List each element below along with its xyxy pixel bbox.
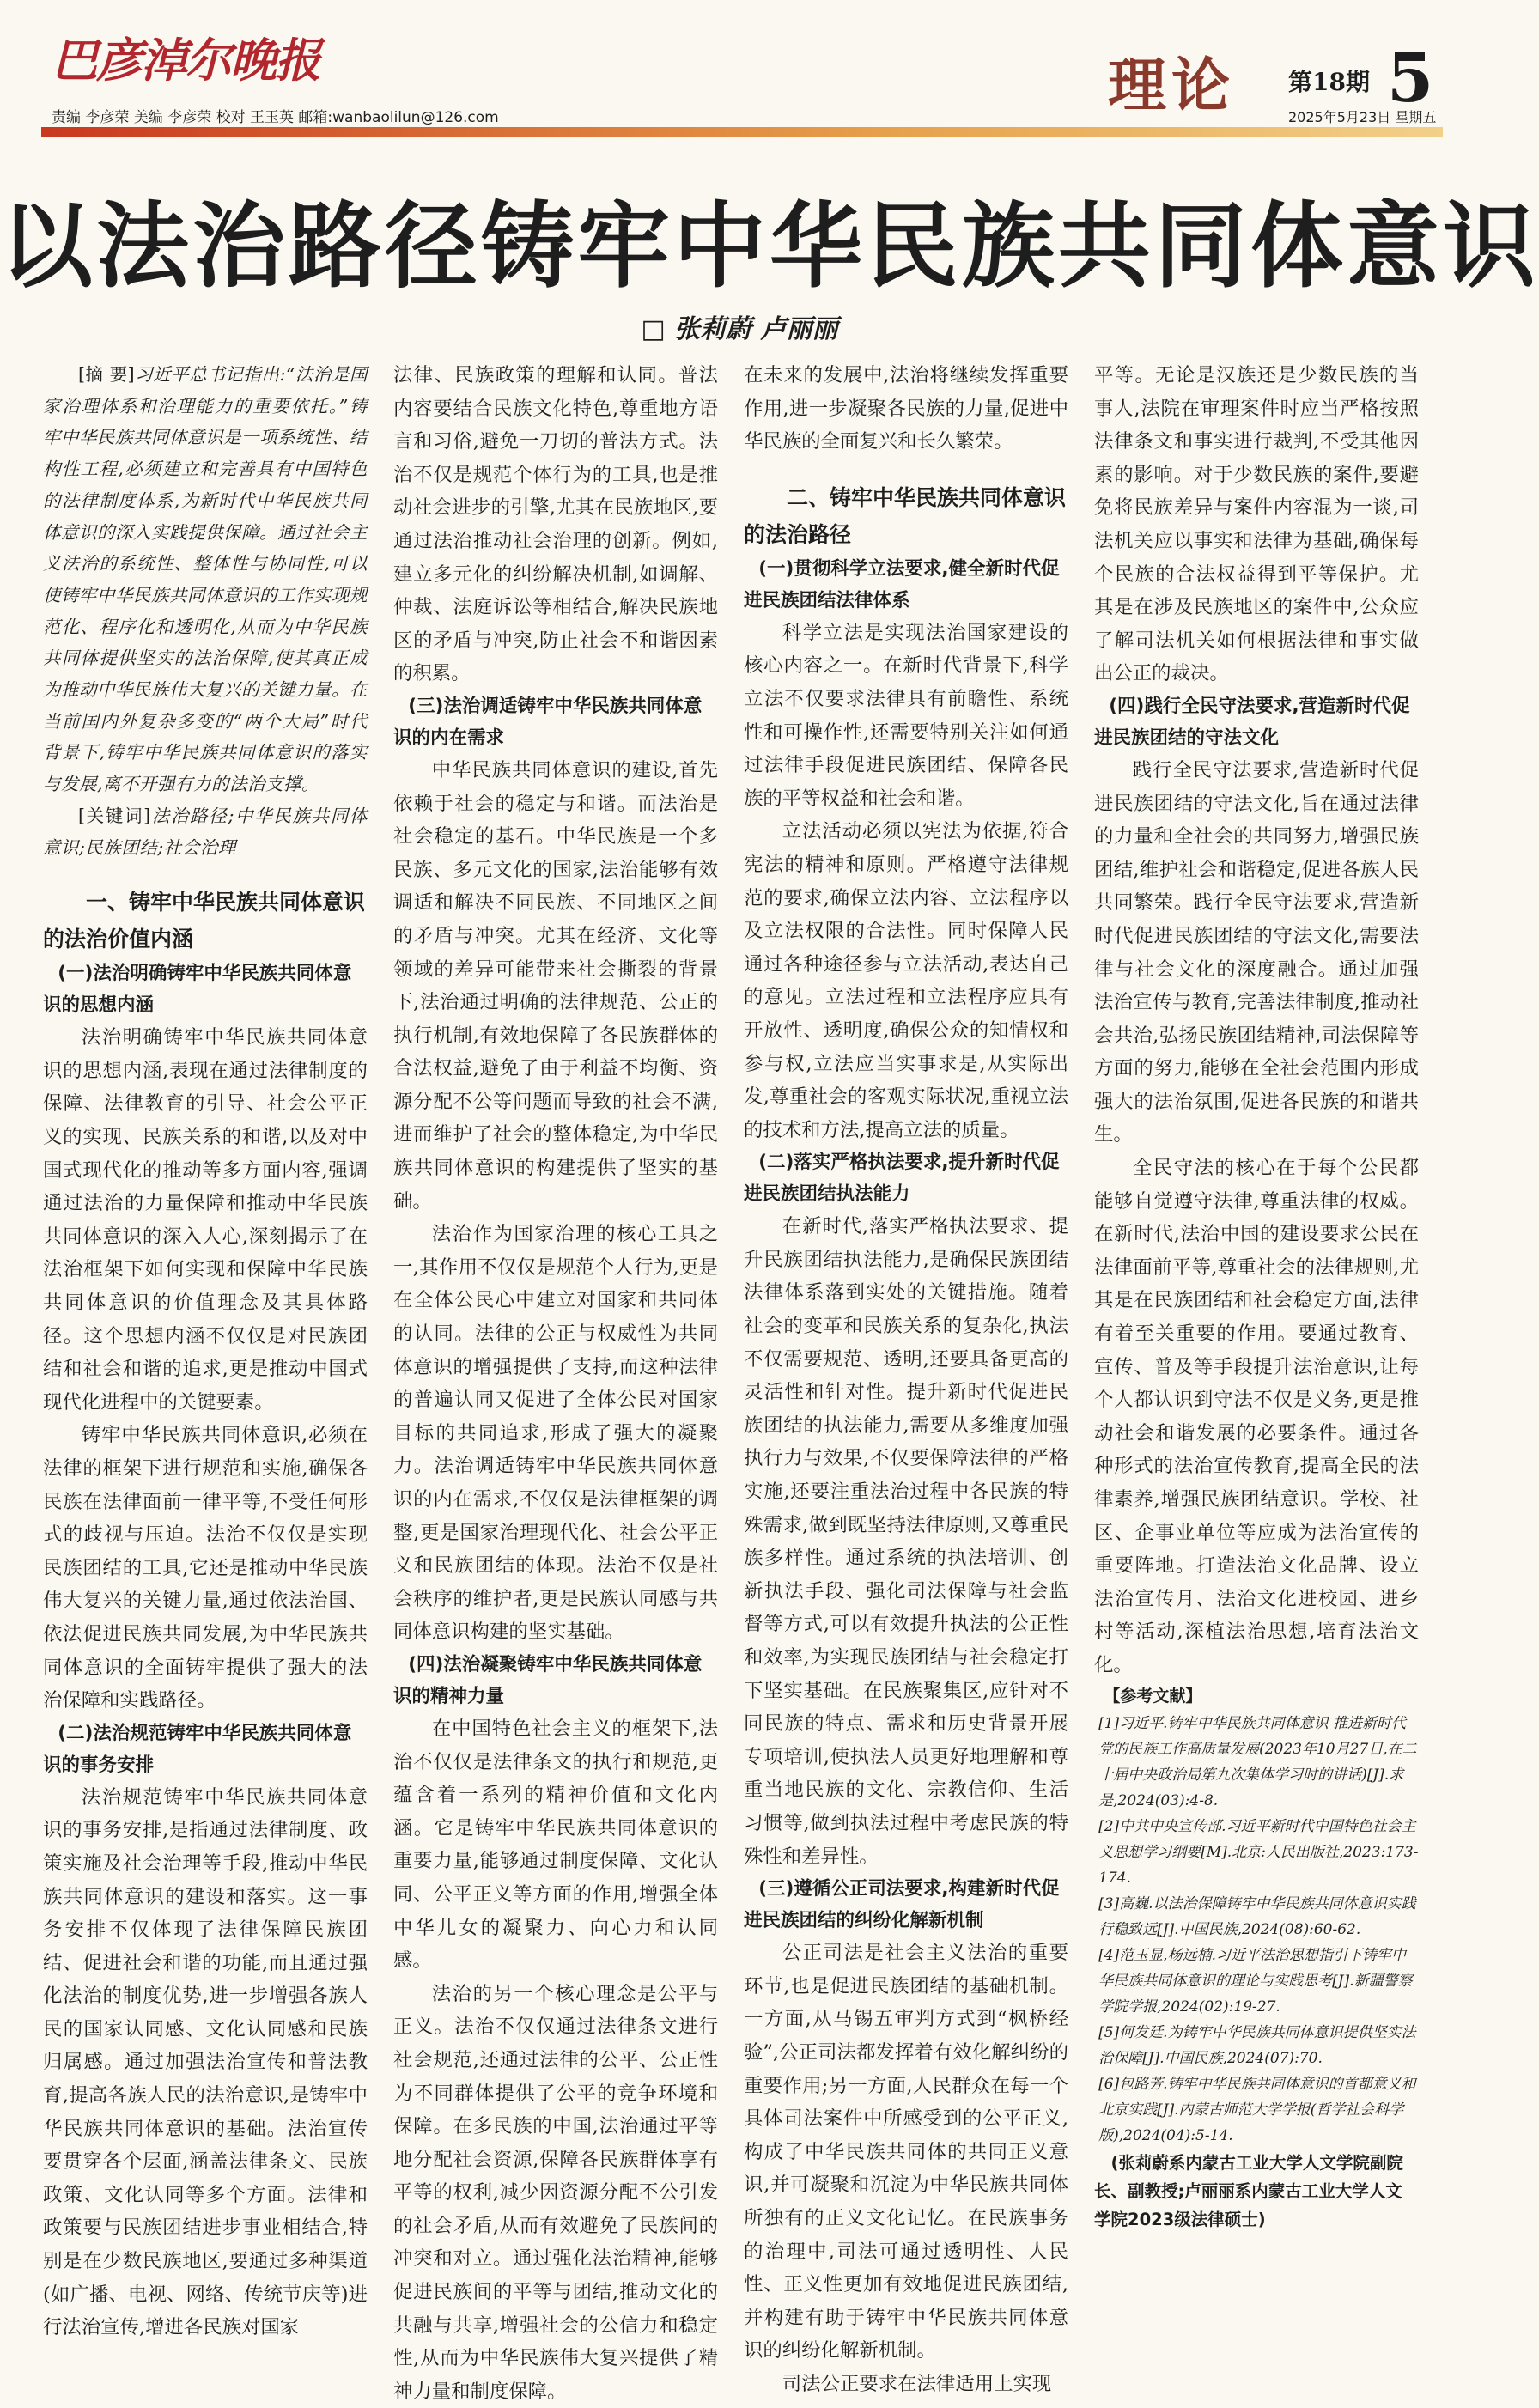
- paragraph: 铸牢中华民族共同体意识,必须在法律的框架下进行规范和实施,确保各民族在法律面前一律平等,不受任何形式的歧视与压迫。法治不仅仅是实现民族团结的工具,它还是推动中华民族伟大复兴的关键力量,通过依法治国、依法促进民族共同发展,为中华民族共同体意识的全面铸牢提供了强大的法治保障和实践路径。: [43, 1424, 368, 1712]
- paragraph: 法治明确铸牢中华民族共同体意识的思想内涵,表现在通过法律制度的保障、法律教育的引导、社会公平正义的实现、民族关系的和谐,以及对中国式现代化的推动等多方面内容,强调通过法治的力量保障和推动中华民族共同体意识的深入人心,深刻揭示了在法治框架下如何实现和保障中华民族共同体意识的价值理念及其具体路径。这个思想内涵不仅仅是对民族团结和社会和谐的追求,更是推动中国式现代化进程中的关键要素。: [43, 1026, 368, 1414]
- abstract-text: 习近平总书记指出:“法治是国家治理体系和治理能力的重要依托。”铸牢中华民族共同体意识是一项系统性、结构性工程,必须建立和完善具有中国特色的法律制度体系,为新时代中华民族共同体意识的深入实践提供保障。通过社会主义法治的系统性、整体性与协同性,可以使铸牢中华民族共同体意识的工作实现规范化、程序化和透明化,从而为中华民族共同体提供坚实的法治保障,使其真正成为推动中华民族伟大复兴的关键力量。在当前国内外复杂多变的“两个大局”时代背景下,铸牢中华民族共同体意识的落实与发展,离不开强有力的法治支撑。: [43, 364, 368, 795]
- abstract-label: [摘 要]: [78, 364, 136, 385]
- paragraph: 司法公正要求在法律适用上实现: [782, 2372, 1052, 2395]
- publication-date: 2025年5月23日 星期五: [1288, 109, 1437, 125]
- paragraph: 在未来的发展中,法治将继续发挥重要作用,进一步凝聚各民族的力量,促进中华民族的全面复兴和长久繁荣。: [744, 364, 1068, 453]
- page-number: 5: [1387, 40, 1434, 118]
- subsection-heading-2-1: (一)贯彻科学立法要求,健全新时代促进民族团结法律体系: [744, 557, 1060, 611]
- paragraph: 在中国特色社会主义的框架下,法治不仅仅是法律条文的执行和规范,更蕴含着一系列的精神价值和文化内涵。它是铸牢中华民族共同体意识的重要力量,能够通过制度保障、文化认同、公平正义等方面的作用,增强全体中华儿女的凝聚力、向心力和认同感。: [393, 1717, 718, 1973]
- article-column-4: [1094, 359, 1419, 2229]
- subsection-heading-2-4: (四)践行全民守法要求,营造新时代促进民族团结的守法文化: [1094, 695, 1410, 749]
- article-column-2: [393, 359, 718, 2403]
- subsection-heading-2-3: (三)遵循公正司法要求,构建新时代促进民族团结的纠纷化解新机制: [744, 1878, 1060, 1932]
- header-divider-bar: [41, 127, 1443, 137]
- keywords: [43, 800, 368, 863]
- newspaper-logo: 巴彦淖尔晚报: [52, 33, 319, 88]
- keywords-text: 法治路径;中华民族共同体意识;民族团结;社会治理: [43, 805, 368, 858]
- article-column-3: [744, 359, 1068, 2395]
- keywords-label: [关键词]: [78, 805, 151, 826]
- reference-item: [4]范玉显,杨远楠.习近平法治思想指引下铸牢中华民族共同体意识的理论与实践思考[J].新疆警察学院学报,2024(02):19-27.: [1098, 1946, 1413, 2016]
- subsection-heading-1-2: (二)法治规范铸牢中华民族共同体意识的事务安排: [43, 1722, 352, 1776]
- editor-line: 责编 李彦荣 美编 李彦荣 校对 王玉英 邮箱:wanbaolilun@126.com: [52, 109, 499, 126]
- section-heading-2: 二、铸牢中华民族共同体意识的法治路径: [744, 484, 1067, 547]
- issue-number: 第18期: [1288, 68, 1370, 96]
- subsection-heading-1-4: (四)法治凝聚铸牢中华民族共同体意识的精神力量: [393, 1653, 703, 1707]
- section-name: 理论: [1108, 52, 1236, 120]
- paragraph: 立法活动必须以宪法为依据,符合宪法的精神和原则。严格遵守法律规范的要求,确保立法内容、立法程序以及立法权限的合法性。同时保障人民通过各种途径参与立法活动,表达自己的意见。立法过程和立法程序应具有开放性、透明度,确保公众的知情权和参与权,立法应当实事求是,从实际出发,尊重社会的客观实际状况,重视立法的技术和方法,提高立法的质量。: [744, 820, 1068, 1141]
- article-title: 以法治路径铸牢中华民族共同体意识: [0, 193, 1539, 301]
- section-heading-1: 一、铸牢中华民族共同体意识的法治价值内涵: [43, 890, 366, 952]
- references-heading: 【参考文献】: [1104, 1686, 1202, 1706]
- article-byline: □ 张莉蔚 卢丽丽: [641, 314, 838, 344]
- paragraph: 平等。无论是汉族还是少数民族的当事人,法院在审理案件时应当严格按照法律条文和事实进行裁判,不受其他因素的影响。对于少数民族的案件,要避免将民族差异与案件内容混为一谈,司法机关应以事实和法律为基础,确保每个民族的合法权益得到平等保护。尤其是在涉及民族地区的案件中,公众应了解司法机关如何根据法律和事实做出公正的裁决。: [1094, 364, 1419, 685]
- abstract: [43, 359, 368, 800]
- article-column-1: [43, 359, 368, 2339]
- reference-item: [5]何发廷.为铸牢中华民族共同体意识提供坚实法治保障[J].中国民族,2024(07):70.: [1098, 2023, 1416, 2067]
- reference-item: [3]高巍.以法治保障铸牢中华民族共同体意识实践行稳致远[J].中国民族,2024(08):60-62.: [1098, 1894, 1416, 1938]
- paragraph: 公正司法是社会主义法治的重要环节,也是促进民族团结的基础机制。一方面,从马锡五审判方式到“枫桥经验”,公正司法都发挥着有效化解纠纷的重要作用;另一方面,人民群众在每一个具体司法案件中所感受到的公平正义,构成了中华民族共同体的共同正义意识,并可凝聚和沉淀为中华民族共同体所独有的正义文化记忆。在民族事务的治理中,司法可通过透明性、人民性、正义性更加有效地促进民族团结,并构建有助于铸牢中华民族共同体意识的纠纷化解新机制。: [744, 1942, 1068, 2362]
- author-note: (张莉蔚系内蒙古工业大学人文学院副院长、副教授;卢丽丽系内蒙古工业大学人文学院2023级法律硕士): [1094, 2152, 1403, 2229]
- reference-item: [6]包路芳.铸牢中华民族共同体意识的首都意义和北京实践[J].内蒙古师范大学学报(哲学社会科学版),2024(04):5-14.: [1098, 2075, 1416, 2144]
- paragraph: 法治规范铸牢中华民族共同体意识的事务安排,是指通过法律制度、政策实施及社会治理等手段,推动中华民族共同体意识的建设和落实。这一事务安排不仅体现了法律保障民族团结、促进社会和谐的功能,而且通过强化法治的制度优势,进一步增强各族人民的国家认同感、文化认同感和民族归属感。通过加强法治宣传和普法教育,提高各族人民的法治意识,是铸牢中华民族共同体意识的基础。法治宣传要贯穿各个层面,涵盖法律条文、民族政策、文化认同等多个方面。法律和政策要与民族团结进步事业相结合,特别是在少数民族地区,要通过多种渠道(如广播、电视、网络、传统节庆等)进行法治宣传,增进各民族对国家: [43, 1785, 368, 2339]
- subsection-heading-1-1: (一)法治明确铸牢中华民族共同体意识的思想内涵: [43, 963, 352, 1017]
- paragraph: 中华民族共同体意识的建设,首先依赖于社会的稳定与和谐。而法治是社会稳定的基石。中华民族是一个多民族、多元文化的国家,法治能够有效调适和解决不同民族、不同地区之间的矛盾与冲突。尤其在经济、文化等领域的差异可能带来社会撕裂的背景下,法治通过明确的法律规范、公正的执行机制,有效地保障了各民族群体的合法权益,避免了由于利益不均衡、资源分配不公等问题而导致的社会不满,进而维护了社会的整体稳定,为中华民族共同体意识的构建提供了坚实的基础。: [393, 758, 718, 1213]
- paragraph: 法律、民族政策的理解和认同。普法内容要结合民族文化特色,尊重地方语言和习俗,避免一刀切的普法方式。法治不仅是规范个体行为的工具,也是推动社会进步的引擎,尤其在民族地区,要通过法治推动社会治理的创新。例如,建立多元化的纠纷解决机制,如调解、仲裁、法庭诉讼等相结合,解决民族地区的矛盾与冲突,防止社会不和谐因素的积累。: [393, 364, 718, 685]
- paragraph: 全民守法的核心在于每个公民都能够自觉遵守法律,尊重法律的权威。在新时代,法治中国的建设要求公民在法律面前平等,尊重社会的法律规则,尤其是在民族团结和社会稳定方面,法律有着至关重要的作用。要通过教育、宣传、普及等手段提升法治意识,让每个人都认识到守法不仅是义务,更是推动社会和谐发展的必要条件。通过各种形式的法治宣传教育,提高全民的法律素养,增强民族团结意识。学校、社区、企事业单位等应成为法治宣传的重要阵地。打造法治文化品牌、设立法治宣传月、法治文化进校园、进乡村等活动,深植法治思想,培育法治文化。: [1094, 1157, 1419, 1676]
- paragraph: 法治的另一个核心理念是公平与正义。法治不仅仅通过法律条文进行社会规范,还通过法律的公平、公正性为不同群体提供了公平的竞争环境和保障。在多民族的中国,法治通过平等地分配社会资源,保障各民族群体享有平等的权利,减少因资源分配不公引发的社会矛盾,从而有效避免了民族间的冲突和对立。通过强化法治精神,能够促进民族间的平等与团结,推动文化的共融与共享,增强社会的公信力和稳定性,从而为中华民族伟大复兴提供了精神力量和制度保障。: [393, 1982, 718, 2403]
- subsection-heading-2-2: (二)落实严格执法要求,提升新时代促进民族团结执法能力: [744, 1152, 1060, 1206]
- paragraph: 科学立法是实现法治国家建设的核心内容之一。在新时代背景下,科学立法不仅要求法律具有前瞻性、系统性和可操作性,还需要特别关注如何通过法律手段促进民族团结、保障各民族的平等权益和社会和谐。: [744, 621, 1068, 810]
- subsection-heading-1-3: (三)法治调适铸牢中华民族共同体意识的内在需求: [393, 695, 703, 749]
- paragraph: 在新时代,落实严格执法要求、提升民族团结执法能力,是确保民族团结法律体系落到实处的关键措施。随着社会的变革和民族关系的复杂化,执法不仅需要规范、透明,还要具备更高的灵活性和针对性。提升新时代促进民族团结的执法能力,需要从多维度加强执行力与效果,不仅要保障法律的严格实施,还要注重法治过程中各民族的特殊需求,做到既坚持法律原则,又尊重民族多样性。通过系统的执法培训、创新执法手段、强化司法保障与社会监督等方式,可以有效提升执法的公正性和效率,为实现民族团结与社会稳定打下坚实基础。在民族聚集区,应针对不同民族的特点、需求和历史背景开展专项培训,使执法人员更好地理解和尊重当地民族的文化、宗教信仰、生活习惯等,做到执法过程中考虑民族的特殊性和差异性。: [744, 1215, 1068, 1868]
- paragraph: 践行全民守法要求,营造新时代促进民族团结的守法文化,旨在通过法律的力量和全社会的共同努力,增强民族团结,维护社会和谐稳定,促进各族人民共同繁荣。践行全民守法要求,营造新时代促进民族团结的守法文化,需要法律与社会文化的深度融合。通过加强法治宣传与教育,完善法律制度,推动社会共治,弘扬民族团结精神,司法保障等方面的努力,能够在全社会范围内形成强大的法治氛围,促进各民族的和谐共生。: [1094, 758, 1419, 1146]
- paragraph: 法治作为国家治理的核心工具之一,其作用不仅仅是规范个人行为,更是在全体公民心中建立对国家和共同体的认同。法律的公正与权威性为共同体意识的增强提供了支持,而这种法律的普遍认同又促进了全体公民对国家目标的共同追求,形成了强大的凝聚力。法治调适铸牢中华民族共同体意识的内在需求,不仅仅是法律框架的调整,更是国家治理现代化、社会公平正义和民族团结的体现。法治不仅是社会秩序的维护者,更是民族认同感与共同体意识构建的坚实基础。: [393, 1223, 718, 1644]
- reference-item: [2]中共中央宣传部.习近平新时代中国特色社会主义思想学习纲要[M].北京:人民出版社,2023:173-174.: [1098, 1817, 1419, 1887]
- reference-item: [1]习近平.铸牢中华民族共同体意识 推进新时代党的民族工作高质量发展(2023年10月27日,在二十届中央政治局第九次集体学习时的讲话)[J].求是,2024(03):4-8.: [1098, 1714, 1417, 1809]
